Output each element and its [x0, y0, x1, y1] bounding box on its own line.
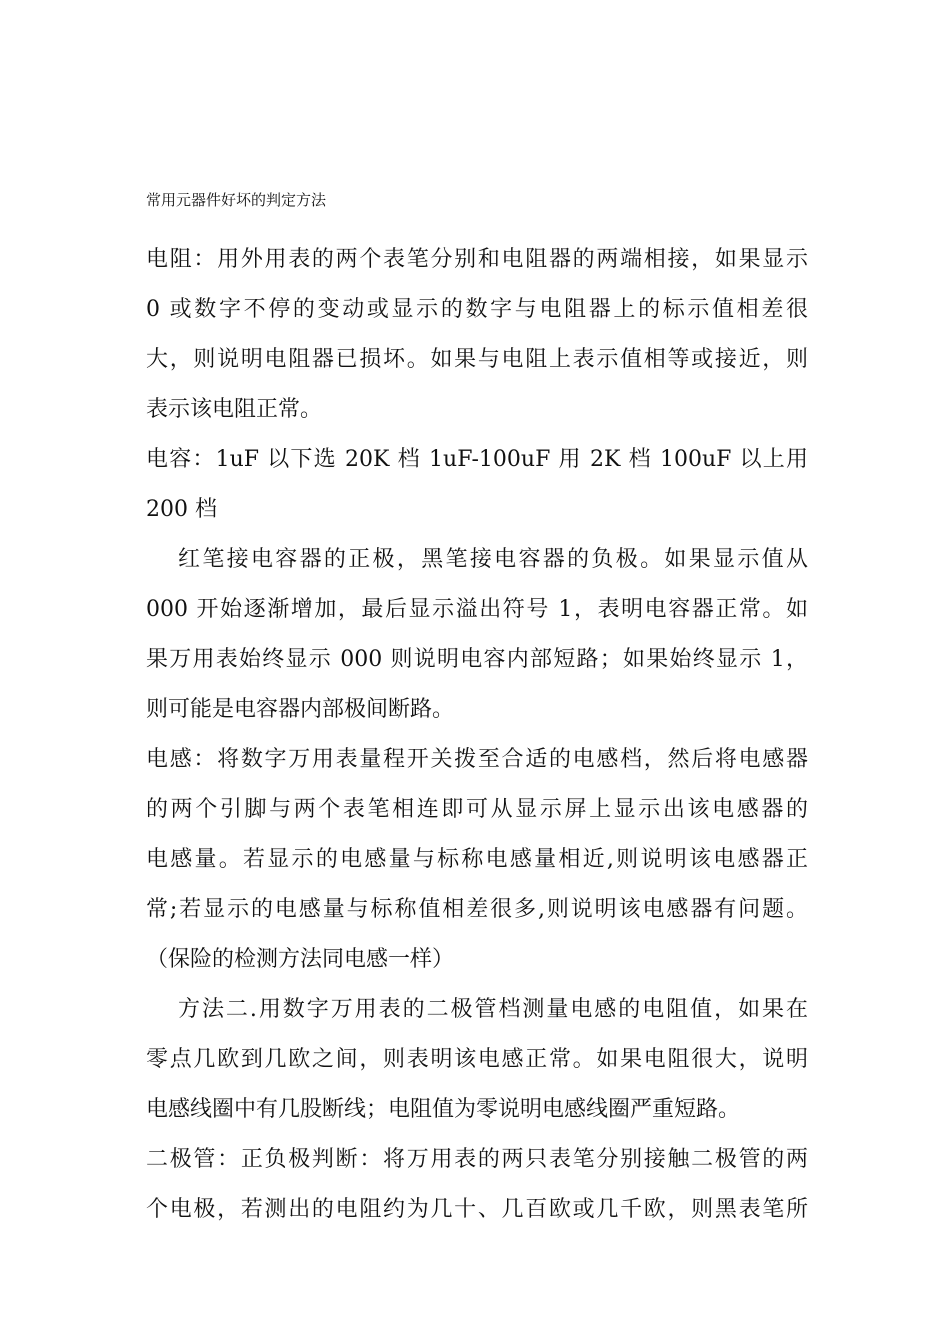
- text-line: 则可能是电容器内部极间断路。: [146, 697, 455, 722]
- text-line: 的两个引脚与两个表笔相连即可从显示屏上显示出该电感器的: [146, 797, 808, 822]
- text-line: 个电极，若测出的电阻约为几十、几百欧或几千欧，则黑表笔所: [146, 1197, 808, 1222]
- text-line: 200 档: [146, 497, 217, 522]
- text-line: 果万用表始终显示 000 则说明电容内部短路；如果始终显示 1，: [146, 647, 808, 672]
- text-line: 方法二.用数字万用表的二极管档测量电感的电阻值，如果在: [178, 997, 808, 1022]
- text-line: 二极管：正负极判断：将万用表的两只表笔分别接触二极管的两: [146, 1147, 808, 1172]
- text-line: 零点几欧到几欧之间，则表明该电感正常。如果电阻很大，说明: [146, 1047, 808, 1072]
- text-line: 常;若显示的电感量与标称值相差很多,则说明该电感器有问题。: [146, 897, 808, 922]
- text-line: 0 或数字不停的变动或显示的数字与电阻器上的标示值相差很: [146, 297, 808, 322]
- text-line: 表示该电阻正常。: [146, 397, 323, 422]
- text-line: 电阻：用外用表的两个表笔分别和电阻器的两端相接，如果显示: [146, 247, 808, 272]
- document-title: 常用元器件好坏的判定方法: [146, 191, 327, 209]
- text-line: 000 开始逐渐增加，最后显示溢出符号 1，表明电容器正常。如: [146, 597, 808, 622]
- text-line: 电感线圈中有几股断线；电阻值为零说明电感线圈严重短路。: [146, 1097, 741, 1122]
- text-line: （保险的检测方法同电感一样）: [146, 947, 455, 972]
- text-line: 红笔接电容器的正极，黑笔接电容器的负极。如果显示值从: [178, 547, 808, 572]
- text-line: 电感：将数字万用表量程开关拨至合适的电感档，然后将电感器: [146, 747, 808, 772]
- text-line: 电感量。若显示的电感量与标称电感量相近,则说明该电感器正: [146, 847, 808, 872]
- text-line: 电容：1uF 以下选 20K 档 1uF-100uF 用 2K 档 100uF 以上用: [146, 447, 808, 472]
- text-line: 大，则说明电阻器已损坏。如果与电阻上表示值相等或接近，则: [146, 347, 808, 372]
